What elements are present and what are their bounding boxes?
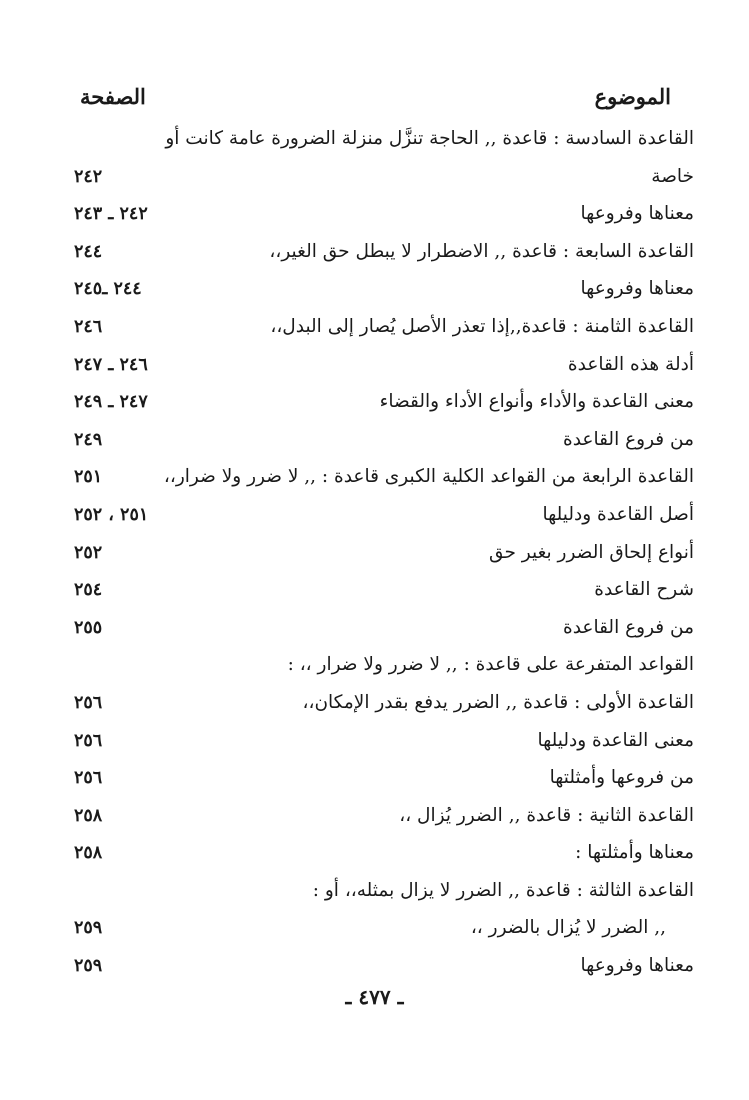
index-entry xyxy=(70,688,694,726)
entry-page-number: ٢٥٩ xyxy=(74,956,103,977)
entry-title: القاعدة الثالثة : قاعدة ,, الضرر لا يزال بمثله،، أو : xyxy=(312,879,694,901)
entry-title: ,, الضرر لا يُزال بالضرر ،، xyxy=(470,917,666,939)
entry-page-number: ٢٥٨ xyxy=(74,805,103,826)
index-entry xyxy=(70,387,694,425)
index-entry xyxy=(70,462,694,500)
entry-title: معناها وفروعها xyxy=(580,203,694,225)
topic-column-heading: الموضوع xyxy=(594,84,671,109)
entry-page-number: ٢٤٢ xyxy=(74,166,103,187)
index-entry xyxy=(70,913,694,951)
index-entry xyxy=(70,199,694,237)
index-entry xyxy=(70,838,694,876)
entry-title: القاعدة السابعة : قاعدة ,, الاضطرار لا يبطل حق الغير،، xyxy=(269,240,694,262)
entry-page-number: ٢٥٥ xyxy=(74,617,103,638)
index-entry xyxy=(70,350,694,388)
entry-title: القواعد المتفرعة على قاعدة : ,, لا ضرر ولا ضرار ،، : xyxy=(287,654,694,676)
index-entry xyxy=(70,162,694,200)
index-entries xyxy=(70,124,694,989)
index-entry xyxy=(70,538,694,576)
entry-title: أدلة هذه القاعدة xyxy=(567,353,694,375)
index-entry xyxy=(70,124,694,162)
index-entry xyxy=(70,237,694,275)
page-column-heading: الصفحة xyxy=(80,84,146,109)
entry-title: القاعدة الرابعة من القواعد الكلية الكبرى قاعدة : ,, لا ضرر ولا ضرار،، xyxy=(163,466,694,488)
entry-page-number: ٢٤٩ xyxy=(74,429,103,450)
entry-page-number: ٢٤٧ ـ ٢٤٩ xyxy=(74,392,148,413)
entry-title: معناها وأمثلتها : xyxy=(575,842,694,864)
entry-title: شرح القاعدة xyxy=(594,579,694,601)
index-header xyxy=(70,84,671,120)
index-entry xyxy=(70,500,694,538)
entry-page-number: ٢٥٦ xyxy=(74,768,103,789)
entry-page-number: ٢٥١ xyxy=(74,467,103,488)
entry-page-number: ٢٤٦ ـ ٢٤٧ xyxy=(74,354,148,375)
entry-title: معناها وفروعها xyxy=(580,278,694,300)
entry-title: معنى القاعدة ودليلها xyxy=(537,729,694,751)
page-number: ـ ٤٧٧ ـ xyxy=(345,985,404,1009)
entry-page-number: ٢٥٩ xyxy=(74,918,103,939)
index-entry xyxy=(70,650,694,688)
entry-title: من فروع القاعدة xyxy=(563,616,694,638)
entry-title: القاعدة السادسة : قاعدة ,, الحاجة تنزَّل منزلة الضرورة عامة كانت أو xyxy=(165,128,694,149)
entry-title: القاعدة الثامنة : قاعدة,,إذا تعذر الأصل يُصار إلى البدل،، xyxy=(270,315,694,337)
entry-page-number: ٢٥٢ xyxy=(74,542,103,563)
entry-page-number: ٢٥٦ xyxy=(74,692,103,713)
index-entry xyxy=(70,876,694,914)
entry-title: أصل القاعدة ودليلها xyxy=(542,503,694,525)
index-entry xyxy=(70,763,694,801)
index-entry xyxy=(70,801,694,839)
entry-page-number: ٢٤٤ ـ٢٤٥ xyxy=(74,279,142,300)
entry-page-number: ٢٤٦ xyxy=(74,316,103,337)
index-entry xyxy=(70,274,694,312)
entry-title: من فروعها وأمثلتها xyxy=(549,767,694,789)
index-entry xyxy=(70,726,694,764)
entry-page-number: ٢٥٦ xyxy=(74,730,103,751)
entry-title: أنواع إلحاق الضرر بغير حق xyxy=(489,541,694,563)
entry-page-number: ٢٥٨ xyxy=(74,843,103,864)
entry-title: معنى القاعدة والأداء وأنواع الأداء والقضاء xyxy=(379,391,694,413)
entry-page-number: ٢٤٤ xyxy=(74,241,103,262)
index-entry xyxy=(70,575,694,613)
entry-title: معناها وفروعها xyxy=(580,955,694,977)
entry-page-number: ٢٥٤ xyxy=(74,580,103,601)
entry-title: خاصة xyxy=(651,165,694,187)
index-entry xyxy=(70,312,694,350)
index-entry xyxy=(70,951,694,989)
entry-title: القاعدة الأولى : قاعدة ,, الضرر يدفع بقدر الإمكان،، xyxy=(302,691,694,713)
entry-title: القاعدة الثانية : قاعدة ,, الضرر يُزال ،، xyxy=(399,804,694,826)
index-entry xyxy=(70,425,694,463)
entry-title: من فروع القاعدة xyxy=(563,428,694,450)
entry-page-number: ٢٤٢ ـ ٢٤٣ xyxy=(74,204,148,225)
index-entry xyxy=(70,613,694,651)
entry-page-number: ٢٥١ ، ٢٥٢ xyxy=(74,504,149,525)
